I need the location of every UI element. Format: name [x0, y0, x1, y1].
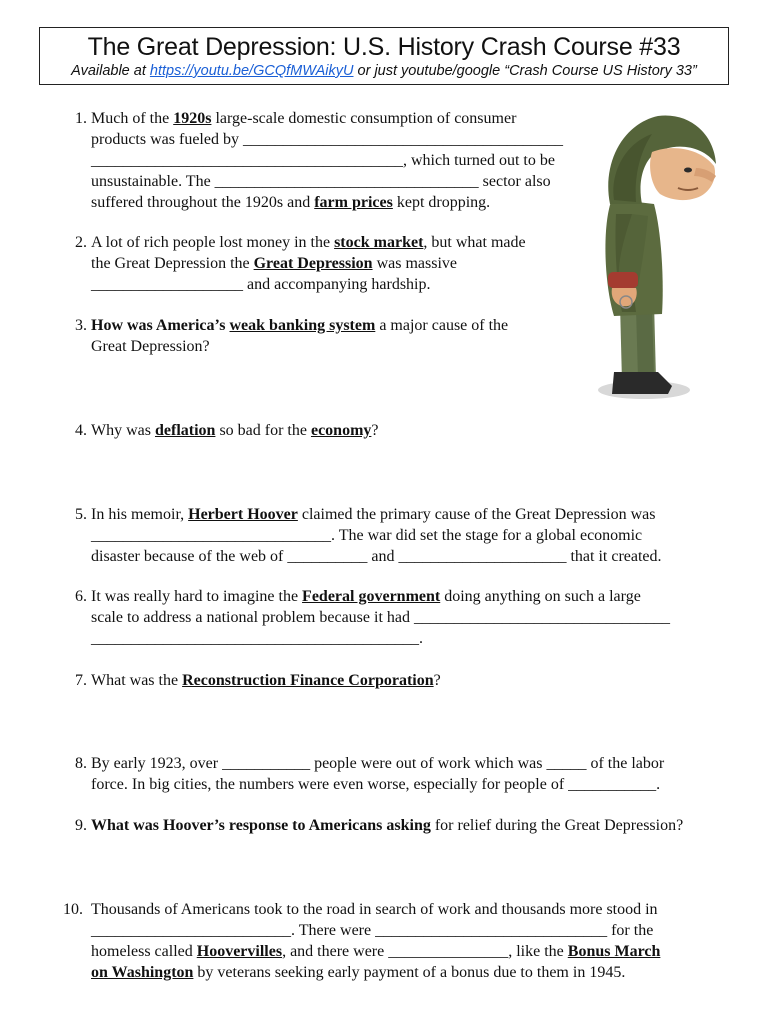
question-text: homeless called: [91, 943, 197, 960]
key-term: Herbert Hoover: [188, 506, 298, 523]
question-3: [75, 315, 591, 357]
answer-line: products was fueled by ________________________________________: [91, 131, 563, 148]
key-term: Bonus March: [567, 943, 661, 960]
question-text: Much of the: [91, 110, 174, 127]
subtitle: [40, 62, 728, 80]
key-term: 1920s: [173, 110, 212, 127]
question-text: suffered throughout the 1920s and: [91, 194, 315, 211]
question-text: claimed the primary cause of the Great Depression was: [297, 506, 656, 523]
title-box: [39, 27, 729, 85]
question-text: What was Hoover’s response to Americans asking: [91, 817, 431, 834]
question-text: Why was: [91, 422, 155, 439]
answer-line: ___________________ and accompanying hardship.: [91, 276, 431, 293]
question-number: 3.: [75, 317, 87, 334]
question-text: doing anything on such a large: [440, 588, 641, 605]
question-6: [75, 586, 741, 649]
question-text: , and there were _______________, like the: [282, 943, 568, 960]
question-text: force. In big cities, the numbers were even worse, especially for people of ___________.: [91, 776, 661, 793]
key-term: farm prices: [314, 194, 393, 211]
question-number: 8.: [75, 755, 87, 772]
key-term: Great Depression: [253, 255, 373, 272]
question-text: What was the: [91, 672, 183, 689]
question-1: [75, 108, 591, 213]
question-5: [75, 504, 741, 567]
answer-line: unsustainable. The _________________________________ sector also: [91, 173, 551, 190]
key-term: on Washington: [91, 964, 194, 981]
question-2: [75, 232, 591, 295]
answer-line: _______________________________________, which turned out to be: [91, 152, 555, 169]
question-text: ?: [371, 422, 379, 439]
page-title: The Great Depression: U.S. History Crash Course #33: [87, 33, 681, 61]
question-number: 7.: [75, 672, 87, 689]
answer-line: scale to address a national problem because it had ________________________________: [91, 609, 670, 626]
question-text: How was America’s: [91, 317, 230, 334]
question-number: 4.: [75, 422, 87, 439]
question-text: by veterans seeking early payment of a bonus due to them in 1945.: [193, 964, 626, 981]
key-term: economy: [310, 422, 372, 439]
key-term: deflation: [154, 422, 216, 439]
question-7: [75, 670, 741, 691]
question-text: By early 1923, over ___________ people were out of work which was _____ of the labor: [91, 755, 665, 772]
question-text: It was really hard to imagine the: [91, 588, 303, 605]
question-text: the Great Depression the: [91, 255, 254, 272]
question-text: was massive: [372, 255, 457, 272]
key-term: Federal government: [302, 588, 441, 605]
question-number: 10.: [63, 901, 83, 918]
question-text: Thousands of Americans took to the road in search of work and thousands more stood in: [91, 901, 658, 918]
question-10: [63, 899, 741, 983]
question-number: 2.: [75, 234, 87, 251]
answer-line: _________________________. There were _____________________________ for the: [91, 922, 654, 939]
question-text: In his memoir,: [91, 506, 189, 523]
question-text: kept dropping.: [392, 194, 491, 211]
available-prefix: Available at: [71, 63, 150, 79]
question-4: [75, 420, 591, 441]
answer-line: ______________________________. The war did set the stage for a global economic: [91, 527, 643, 544]
question-number: 9.: [75, 817, 87, 834]
question-text: for relief during the Great Depression?: [430, 817, 684, 834]
question-9: [75, 815, 741, 836]
question-text: so bad for the: [215, 422, 311, 439]
question-text: , but what made: [423, 234, 526, 251]
question-number: 6.: [75, 588, 87, 605]
question-text: large-scale domestic consumption of consumer: [211, 110, 517, 127]
answer-line: disaster because of the web of __________ and _____________________ that it created.: [91, 548, 662, 565]
hooded-boy-clipart-icon: [592, 104, 724, 410]
video-link[interactable]: https://youtu.be/GCQfMWAikyU: [149, 63, 354, 79]
available-suffix: or just youtube/google “Crash Course US History 33”: [353, 63, 697, 79]
question-text: Great Depression?: [91, 338, 210, 355]
answer-line: _________________________________________.: [91, 630, 423, 647]
key-term: stock market: [334, 234, 424, 251]
key-term: Hoovervilles: [196, 943, 283, 960]
question-8: [75, 753, 741, 795]
question-text: ?: [433, 672, 441, 689]
question-text: A lot of rich people lost money in the: [91, 234, 335, 251]
key-term: weak banking system: [229, 317, 376, 334]
question-number: 1.: [75, 110, 87, 127]
question-text: a major cause of the: [375, 317, 509, 334]
key-term: Reconstruction Finance Corporation: [182, 672, 434, 689]
question-number: 5.: [75, 506, 87, 523]
